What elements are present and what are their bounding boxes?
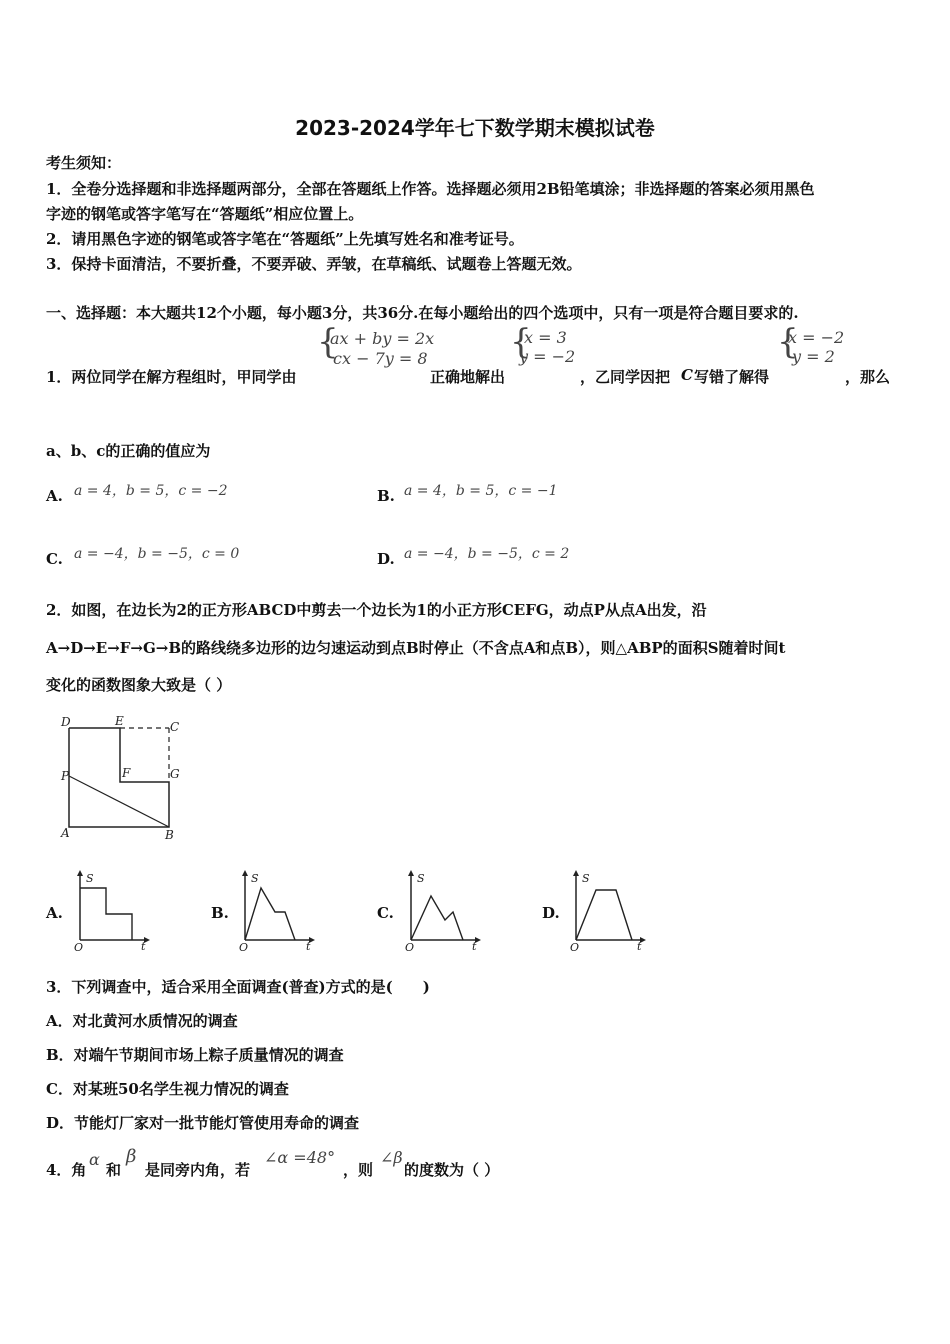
q1-system-eq1: ax + by = 2x <box>330 329 435 348</box>
axis-label-s: S <box>582 872 590 885</box>
axis-label-o: O <box>570 941 580 953</box>
axis-label-t: t <box>472 940 477 953</box>
brace-icon: { <box>777 322 799 362</box>
arrow-up-icon <box>242 870 248 876</box>
segment-pb <box>69 776 169 827</box>
graph-line <box>80 888 132 940</box>
notice-line-1b: 字迹的钢笔或答字笔写在“答题纸”相应位置上。 <box>46 205 364 223</box>
q1-text-6: a、b、c的正确的值应为 <box>46 442 211 460</box>
label-f: F <box>122 766 131 780</box>
arrow-up-icon <box>77 870 83 876</box>
q3-option-d[interactable]: D．节能灯厂家对一批节能灯管使用寿命的调查 <box>46 1114 360 1132</box>
q2-option-a-label[interactable]: A. <box>46 904 63 922</box>
graph-line <box>245 888 295 940</box>
q1-text-4: 写错了解得 <box>694 368 770 386</box>
q2-graph-c[interactable] <box>405 868 485 953</box>
q2-option-d-label[interactable]: D. <box>542 904 560 922</box>
graph-line <box>411 896 463 940</box>
q3-option-a[interactable]: A．对北黄河水质情况的调查 <box>46 1012 238 1030</box>
q4-text-1: 4．角 <box>46 1161 87 1179</box>
axis-label-t: t <box>141 940 146 953</box>
axis-label-s: S <box>86 872 94 885</box>
axis-label-o: O <box>74 941 84 953</box>
axis-label-t: t <box>637 940 642 953</box>
q1-solution2-x: x = −2 <box>788 328 845 347</box>
q1-text-1: 1．两位同学在解方程组时，甲同学由 <box>46 368 297 386</box>
axis-label-o: O <box>239 941 249 953</box>
q4-text-2: 和 <box>106 1161 122 1179</box>
q1-system-eq2: cx − 7y = 8 <box>333 349 428 368</box>
q3-stem: 3．下列调查中，适合采用全面调查(普查)方式的是( ) <box>46 978 430 996</box>
label-c: C <box>170 720 180 734</box>
q3-option-b[interactable]: B．对端午节期间市场上粽子质量情况的调查 <box>46 1046 344 1064</box>
brace-icon: { <box>510 322 532 362</box>
q1-solution1-x: x = 3 <box>524 328 567 347</box>
q1-text-5: ，那么 <box>845 368 891 386</box>
q2-option-b-label[interactable]: B. <box>211 904 229 922</box>
q4-text-3: 是同旁内角，若 <box>145 1161 251 1179</box>
polygon-outline <box>69 728 169 827</box>
notice-line-2: 2．请用黑色字迹的钢笔或答字笔在“答题纸”上先填写姓名和准考证号。 <box>46 230 524 248</box>
q1-option-a[interactable]: a = 4，b = 5，c = −2 <box>74 483 228 499</box>
page-title: 2023-2024学年七下数学期末模拟试卷 <box>295 116 655 140</box>
q4-text-5: 的度数为（ ） <box>404 1161 500 1179</box>
q4-angle-expr: ∠α =48° <box>264 1148 336 1167</box>
notice-heading: 考生须知： <box>46 154 122 172</box>
q1-option-c-label[interactable]: C. <box>46 550 63 568</box>
square-figure <box>55 712 190 842</box>
brace-icon: { <box>317 322 339 362</box>
section-heading: 一、选择题：本大题共12个小题，每小题3分，共36分.在每小题给出的四个选项中，只有一项是符合题目要求的. <box>46 304 799 322</box>
label-g: G <box>170 767 180 781</box>
q2-graph-a[interactable] <box>74 868 154 953</box>
q3-option-c[interactable]: C．对某班50名学生视力情况的调查 <box>46 1080 289 1098</box>
axis-label-s: S <box>251 872 259 885</box>
q4-alpha: α <box>89 1150 100 1169</box>
q1-option-b-label[interactable]: B. <box>377 487 395 505</box>
q2-line-2: A→D→E→F→G→B的路线绕多边形的边匀速运动到点B时停止（不含点A和点B），则△ABP的面积S随着时间t <box>46 639 786 657</box>
q1-option-d[interactable]: a = −4，b = −5，c = 2 <box>404 546 570 562</box>
q1-text-3: ，乙同学因把 <box>580 368 671 386</box>
label-d: D <box>61 715 71 729</box>
q1-option-d-label[interactable]: D. <box>377 550 395 568</box>
q2-line-1: 2．如图，在边长为2的正方形ABCD中剪去一个边长为1的小正方形CEFG，动点P从点A出发，沿 <box>46 601 707 619</box>
q4-angle-beta: ∠β <box>380 1148 403 1167</box>
q2-graph-b[interactable] <box>239 868 319 953</box>
axis-label-s: S <box>417 872 425 885</box>
q1-option-c[interactable]: a = −4，b = −5，c = 0 <box>74 546 240 562</box>
arrow-up-icon <box>573 870 579 876</box>
label-p: P <box>61 769 70 783</box>
label-b: B <box>165 828 174 842</box>
axis-label-o: O <box>405 941 415 953</box>
q1-option-a-label[interactable]: A. <box>46 487 63 505</box>
arrow-up-icon <box>408 870 414 876</box>
q1-c-variable: C <box>681 366 693 384</box>
q2-option-c-label[interactable]: C. <box>377 904 394 922</box>
graph-line <box>576 890 632 940</box>
q1-text-2: 正确地解出 <box>430 368 506 386</box>
label-e: E <box>115 714 124 728</box>
q2-graph-d[interactable] <box>570 868 650 953</box>
q1-solution1-y: y = −2 <box>519 347 576 366</box>
q1-solution2-y: y = 2 <box>792 347 835 366</box>
label-a: A <box>61 826 70 840</box>
axis-label-t: t <box>306 940 311 953</box>
notice-line-1a: 1．全卷分选择题和非选择题两部分，全部在答题纸上作答。选择题必须用2B铅笔填涂；非选择题的答案必须用黑色 <box>46 180 815 198</box>
notice-line-3: 3．保持卡面清洁，不要折叠，不要弄破、弄皱，在草稿纸、试题卷上答题无效。 <box>46 255 582 273</box>
q1-option-b[interactable]: a = 4，b = 5，c = −1 <box>404 483 558 499</box>
q4-text-4: ，则 <box>343 1161 374 1179</box>
q4-beta: β <box>126 1146 137 1167</box>
q2-line-3: 变化的函数图象大致是（ ） <box>46 676 232 694</box>
